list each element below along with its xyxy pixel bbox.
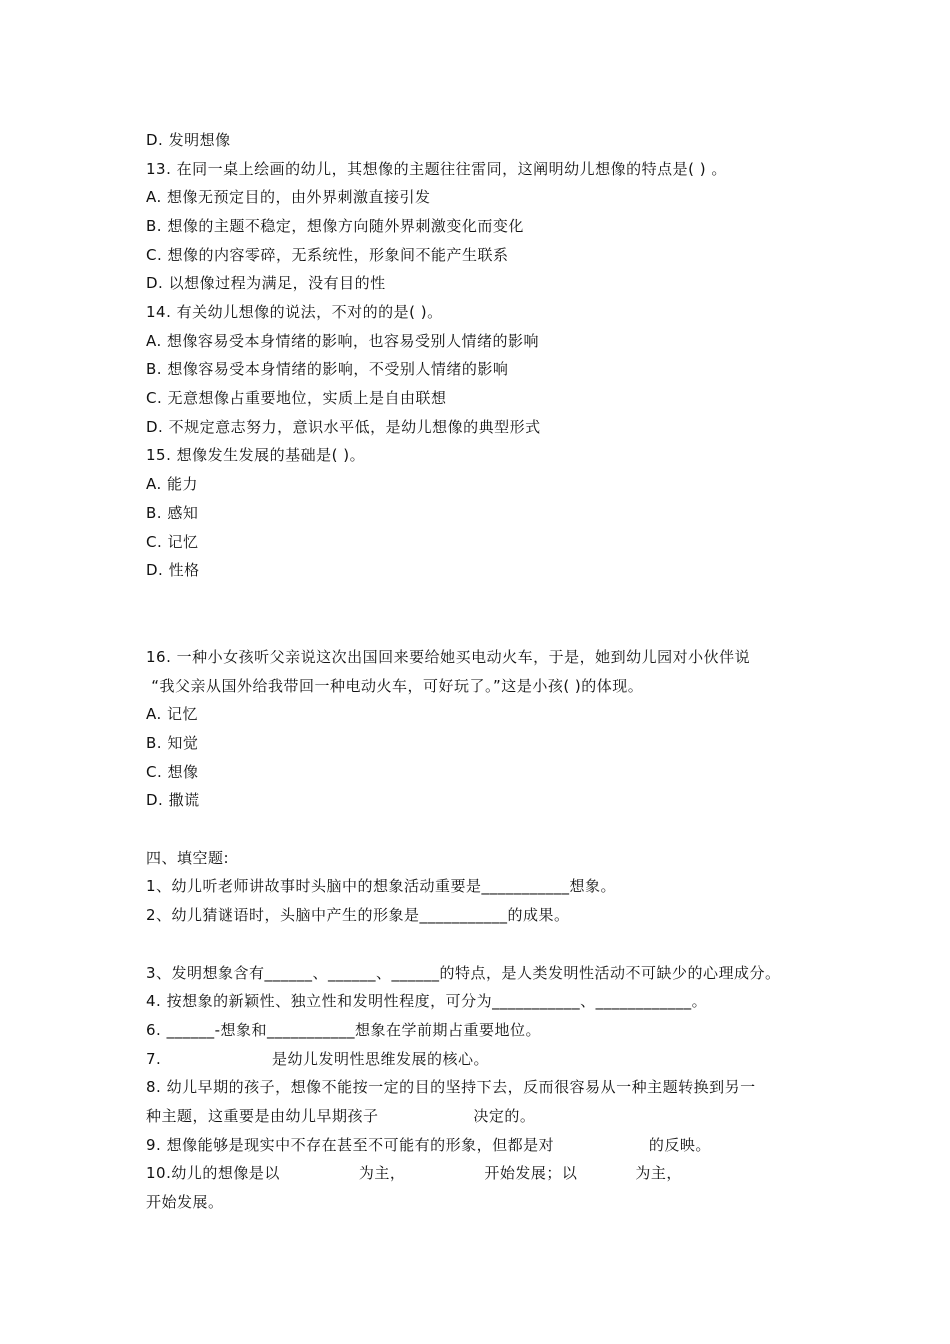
option-c-q16: C. 想像 xyxy=(146,763,199,781)
question-14: 14. 有关幼儿想像的说法，不对的的是( )。 xyxy=(146,303,443,321)
option-a-q16: A. 记忆 xyxy=(146,705,199,723)
option-a-q14: A. 想像容易受本身情绪的影响，也容易受别人情绪的影响 xyxy=(146,332,540,350)
fill-question-8-line-2: 种主题，这重要是由幼儿早期孩子 决定的。 xyxy=(146,1107,536,1125)
question-15: 15. 想像发生发展的基础是( )。 xyxy=(146,446,366,464)
option-b-q14: B. 想像容易受本身情绪的影响，不受别人情绪的影响 xyxy=(146,360,509,378)
question-16-line-1: 16. 一种小女孩听父亲说这次出国回来要给她买电动火车，于是，她到幼儿园对小伙伴说 xyxy=(146,648,751,666)
option-d-q14: D. 不规定意志努力，意识水平低，是幼儿想像的典型形式 xyxy=(146,418,541,436)
option-a-q15: A. 能力 xyxy=(146,475,199,493)
option-d-q16: D. 撒谎 xyxy=(146,791,200,809)
option-c-q15: C. 记忆 xyxy=(146,533,199,551)
option-b-q16: B. 知觉 xyxy=(146,734,199,752)
option-c-q13: C. 想像的内容零碎，无系统性，形象间不能产生联系 xyxy=(146,246,509,264)
option-b-q13: B. 想像的主题不稳定，想像方向随外界刺激变化而变化 xyxy=(146,217,524,235)
section-heading-fill-in: 四、填空题: xyxy=(146,849,230,867)
fill-question-10-line-1: 10.幼儿的想像是以 为主， 开始发展；以 为主， xyxy=(146,1164,682,1182)
fill-question-6: 6. ______-想象和___________想象在学前期占重要地位。 xyxy=(146,1021,541,1039)
fill-question-4: 4. 按想象的新颖性、独立性和发明性程度，可分为___________、____________。 xyxy=(146,992,708,1010)
fill-question-10-line-2: 开始发展。 xyxy=(146,1193,224,1211)
fill-question-1: 1、幼儿听老师讲故事时头脑中的想象活动重要是___________想象。 xyxy=(146,877,617,895)
fill-question-7: 7. 是幼儿发明性思维发展的核心。 xyxy=(146,1050,489,1068)
question-13: 13. 在同一桌上绘画的幼儿，其想像的主题往往雷同，这阐明幼儿想像的特点是( ) 。 xyxy=(146,160,727,178)
option-c-q14: C. 无意想像占重要地位，实质上是自由联想 xyxy=(146,389,447,407)
fill-question-3: 3、发明想象含有______、______、______的特点，是人类发明性活动不可缺少的心理成分。 xyxy=(146,964,781,982)
question-16-line-2: “我父亲从国外给我带回一种电动火车，可好玩了。”这是小孩( )的体现。 xyxy=(146,677,644,695)
fill-question-9: 9. 想像能够是现实中不存在甚至不可能有的形象，但都是对 的反映。 xyxy=(146,1136,711,1154)
fill-question-8-line-1: 8. 幼儿早期的孩子，想像不能按一定的目的坚持下去，反而很容易从一种主题转换到另一 xyxy=(146,1078,756,1096)
option-d-q13: D. 以想像过程为满足，没有目的性 xyxy=(146,274,386,292)
option-d-q12: D. 发明想像 xyxy=(146,131,231,149)
option-d-q15: D. 性格 xyxy=(146,561,200,579)
fill-question-2: 2、幼儿猜谜语时，头脑中产生的形象是___________的成果。 xyxy=(146,906,570,924)
option-a-q13: A. 想像无预定目的，由外界刺激直接引发 xyxy=(146,188,431,206)
option-b-q15: B. 感知 xyxy=(146,504,199,522)
